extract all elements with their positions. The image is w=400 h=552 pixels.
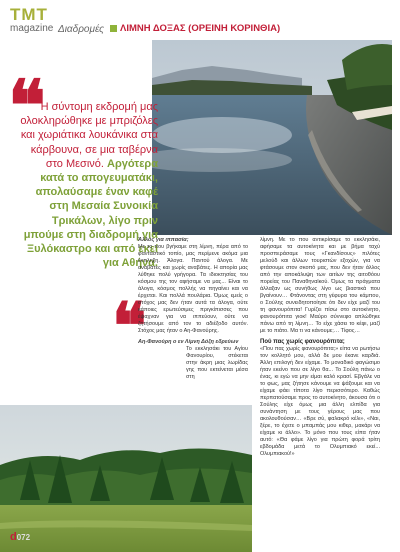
pull-quote-part-2: Αργότερα κατά το απογευματάκι, απολαύσαμε έναν καφέ στη Μεσαία Συνοικία Τρικάλων, λίγο πριν μπούμε στη διαδρομή για Ξυλόκαστρο και από εκεί για Αθήνα. [23, 157, 158, 270]
paragraph-chapel: Το εκκλησάκι του Αγίου Φανουρίου, στέκεται στην άκρη μιας λωρίδας γης που εκτείνεται μέσα στη [186, 346, 248, 380]
subheading-fanouropita: Πού πας χωρίς φανουρόπιτα; [260, 339, 345, 345]
paragraph-lake: λίμνη. Με το που αντικρίσαμε το εκκλησάκι, αφήσαμε τα αυτοκίνητα και με βήμα ταχύ προσπεράσαμε τους «Γκανδίσους» πιλότες μελούδ και άλλων τουριστών εξοχών, για να φτάσουμε στον σκοπό μας, που δεν ήταν άλλος από την αποκάλυψη των αιτίων της αιτοθόου πορείας του Παναθηναϊκού. Όμως τα πράγματα άλλαξαν ως συνήθως λίγο ως βιαστικά που βγαίνουν… Φτάνοντας στη γέφυρα του κάμπου, ο Σούλης συνειδητοποίησε ότι δεν είχε μαζί του τη φανουρόπιτα! Γυρίζει πίσω στο αυτοκίνητο, φανουρόπιτα γιοκ! Μαύρο σύννεφο απλώθηκε πάνω από τη λίμνη… Το είχε χάσει το κέφι, μαζί με το πιάτο. Μα τι να κάνουμε;… Τίφος… [260, 237, 380, 334]
page-number: d072 [10, 531, 31, 543]
section-marker-square [110, 25, 117, 32]
paragraph-horses: Με το που βγήκαμε στη λίμνη, πέρα από το φανταστικό τοπίο, μας περίμενε ακόμα μια έκπληξη. Άλογα. Παντού άλογα. Με αναβάτες και χωρίς αναβάτες. Η απορία μας λύθηκε πολύ γρήγορα. Τα ιδιοκτησίας του κόσμου της τον αφήσαμε να μας... Είναι το άλογα, κόσμος πολλής να πηγαίνει και να έρχεται. Και πολλά πουλάρια. Όμως εμείς ο στόχος μας δεν ήταν αυτά τα άλογα, ούτε κάποιες ερωτεύσιμες πριγκίπισσες που έψαχναν για να ιππεύουν, ούτε να ζητήσουμε από τον το αδιέξοδο αυτόν. Στόχος μας ήταν ο Αη-Φανούρης. [138, 244, 248, 334]
article-location: ΛΙΜΝΗ ΔΟΞΑΣ (ΟΡΕΙΝΗ ΚΟΡΙΝΘΙΑ) [120, 23, 281, 34]
article-column-2 [260, 237, 380, 462]
red-quote-mark-icon-2: ❝ [112, 291, 147, 362]
lake-photo [152, 40, 392, 235]
magazine-logo [10, 6, 54, 34]
pull-quote-part-1: Η σύντομη εκδρομή μας ολοκληρώθηκε με μπριζόλες και χωριάτικα λουκάνικα στα κάρβουνα, σε μια ταβέρνα στο Μεσινό. [20, 101, 158, 170]
section-label: Διαδρομές [58, 24, 104, 35]
article-column-1 [138, 237, 248, 385]
subheading-agios-fanourios: Αη-Φανούρη ο εν Λίμνη Δόξη εδρεύων [138, 339, 239, 345]
logo-main-text: TMT [10, 5, 48, 24]
forest-photo [0, 405, 252, 552]
subheading-horse-riding: Άλλος για ιππασία; [138, 237, 189, 243]
paragraph-fanouropita: «Που πας χωρίς φανουρόπιτα;» είπα να ρωτήσω τον κολλητό μου, αλλά δε μου έκανε καρδιά. Άλλη επιλογή δεν είχαμε. Το μοναδικό φαγώσιμο ήταν εκείνο που σε λίγο θα... Το Σούλη πάνω ο ένας, κι εγώ να μην είμαι καλό κρασί. Εβγάλε να το φως, μας ζήτησε κάνουμε να ψάξουμε και να είχαμε φάει τίποτα λίγο περισσότερο. Καθώς περπατούσαμε προς το αυτοκίνητο, άκουσα ότι ο Σούλης είχε όμως μια άλλη ελπίδα για συνάντηση με τους γέρους μας που ακολουθούσαν… «Βρε σύ, φαλακρό κέλι», «Ναι, ξέρε, το έχετε ο μπαμπάς μου κιθερ, μακάρι να είχαμε κι άλλο». Το μόνο που τους είπα ήταν αυτό: «Θα φάμε λίγο για πρώτη φορά τρίτη εβδομάδα μετά το Ολυμπιακό εκεί... Ολυμπιακού!» [260, 346, 380, 457]
logo-sub-text: magazine [10, 23, 54, 34]
red-quote-mark-icon: ❝ [8, 69, 46, 146]
